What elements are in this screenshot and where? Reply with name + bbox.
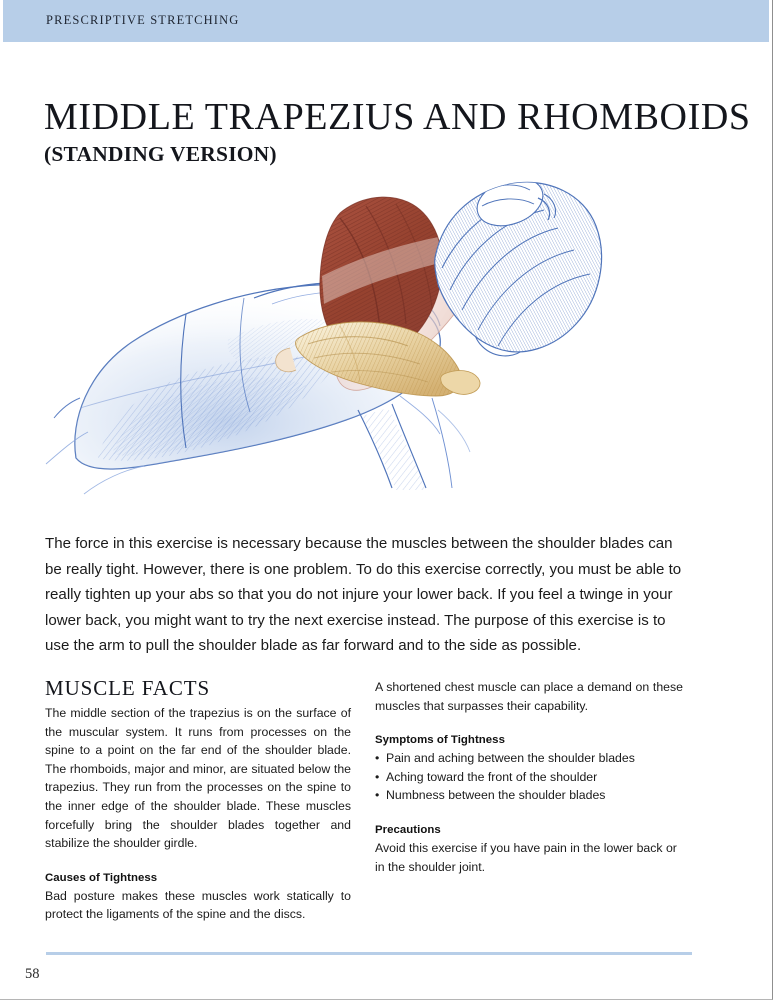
page-title: MIDDLE TRAPEZIUS AND RHOMBOIDS [44, 96, 751, 139]
list-item: • Numbness between the shoulder blades [375, 786, 683, 805]
muscle-facts-body: The middle section of the trapezius is on the surface of the muscular system. It runs from processes on the spine to a point on the far end of the shoulder blade. The rhomboids, major and minor, are situated below the trapezius. They run from the processes on the spine to the inner edge of the shoulder blade. These muscles forcefully bring the shoulder blades together and stabilize the shoulder girdle. [45, 706, 351, 851]
running-header-text: PRESCRIPTIVE STRETCHING [46, 13, 240, 27]
precautions-body: Avoid this exercise if you have pain in the lower back or in the shoulder joint. [375, 840, 677, 874]
footer-rule [46, 952, 692, 955]
illustration-head [428, 170, 618, 366]
muscle-facts-heading: MUSCLE FACTS [45, 676, 211, 700]
symptoms-of-tightness-heading: Symptoms of Tightness [375, 734, 505, 747]
symptoms-list [375, 749, 683, 805]
page-subtitle: (STANDING VERSION) [44, 141, 277, 166]
illustration-lower-arm [358, 396, 470, 490]
causes-of-tightness-heading: Causes of Tightness [45, 871, 158, 884]
page-number: 58 [25, 966, 40, 982]
exercise-illustration [40, 158, 640, 498]
causes-of-tightness-body-part2: A shortened chest muscle can place a demand on these muscles that surpasses their capability. [375, 680, 683, 713]
intro-paragraph: The force in this exercise is necessary because the muscles between the shoulder blades can be really tight. However, there is one problem. To do this exercise correctly, you must be able to really tighten up your abs so that you do not injure your lower back. If you feel a twinge in your lower back, you might want to try the next exercise instead. The purpose of this exercise is to use the arm to pull the shoulder blade as far forward and to the side as possible. [45, 535, 682, 655]
muscle-facts-left-column [45, 676, 351, 924]
precautions-heading: Precautions [375, 823, 441, 836]
list-item: • Pain and aching between the shoulder blades [375, 749, 683, 768]
list-item: • Aching toward the front of the shoulder [375, 768, 683, 787]
muscle-facts-right-column [375, 678, 683, 876]
causes-of-tightness-body-part1: Bad posture makes these muscles work statically to protect the ligaments of the spine and the discs. [45, 888, 351, 922]
